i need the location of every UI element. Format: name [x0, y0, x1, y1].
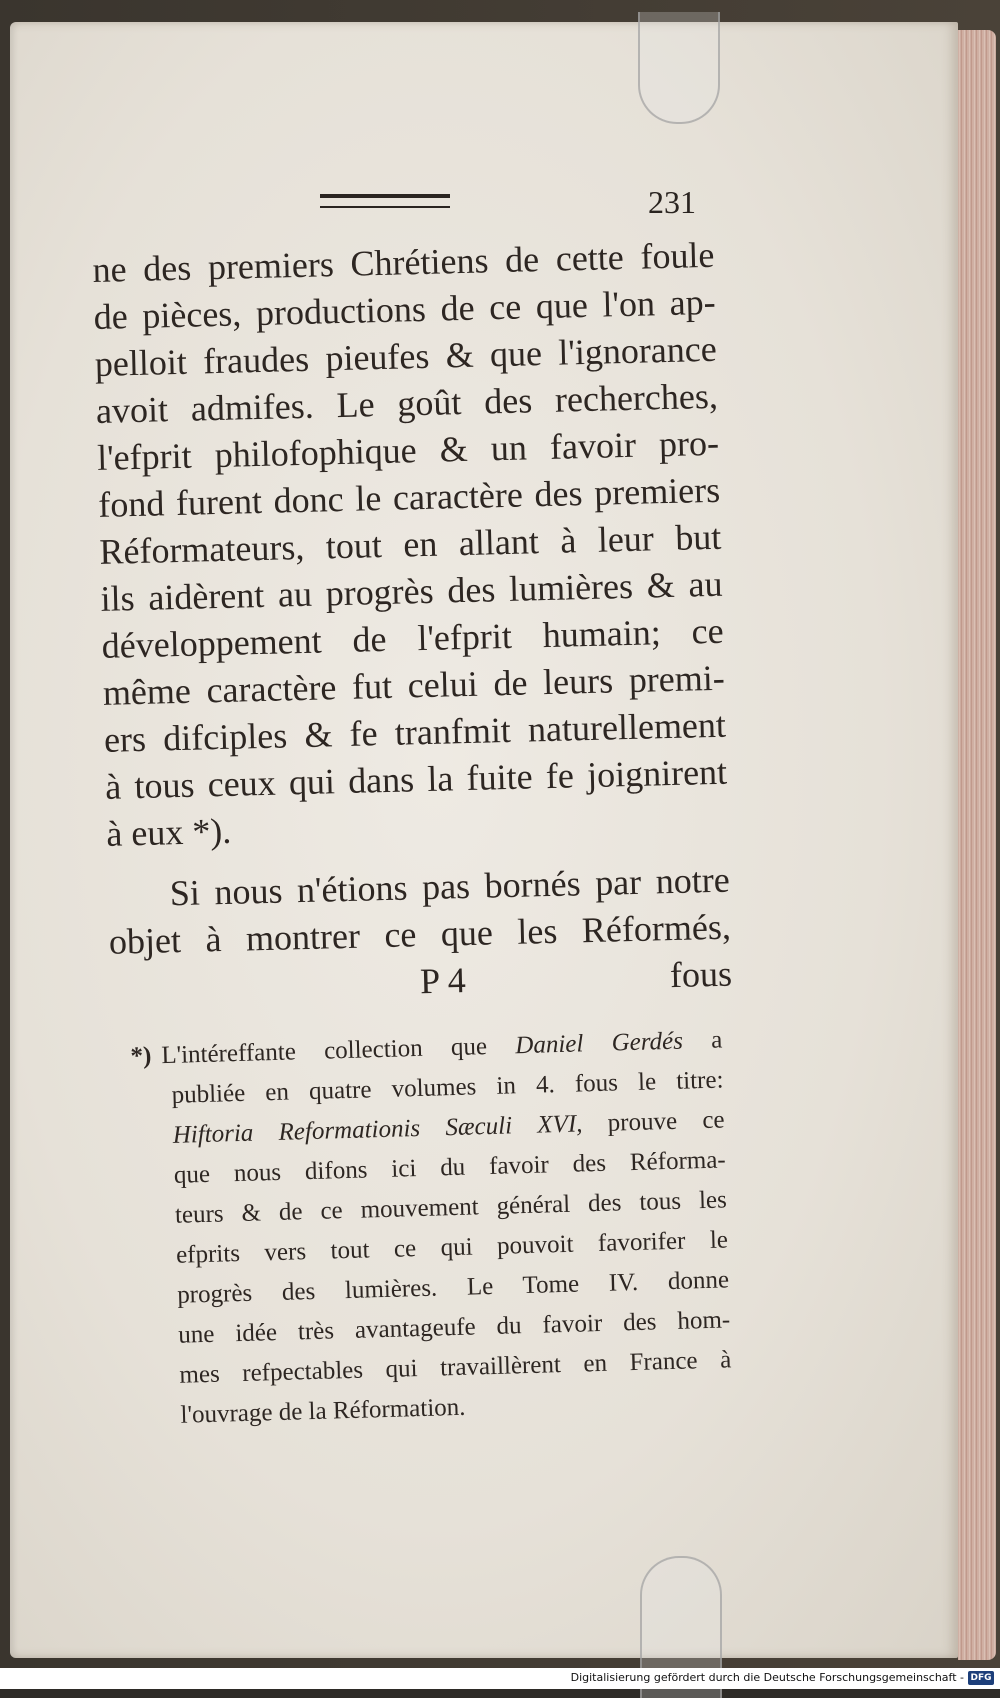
digitization-footer	[0, 1668, 1000, 1689]
signature-mark: P 4	[419, 960, 467, 1002]
book-page	[10, 22, 958, 1658]
dfg-logo: DFG	[968, 1671, 994, 1685]
footnote-marker: *)	[130, 1042, 152, 1070]
page-edge	[958, 30, 996, 1660]
footnote-text: L'intéreffante collection que	[160, 1033, 488, 1070]
paragraph-2	[107, 857, 731, 966]
footnote-line: publiée en quatre volumes in 4. fous le titre:	[171, 1066, 724, 1109]
author-name: Daniel Gerdés	[514, 1027, 684, 1060]
footer-credit: Digitalisierung gefördert durch die Deutsche Forschungsgemeinschaft -	[570, 1671, 964, 1684]
page-clip-top	[638, 12, 720, 124]
text-line: de pièces, productions de ce que l'on ap-	[93, 281, 717, 337]
footnote-line: teurs & de ce mouvement général des tous les	[174, 1186, 728, 1229]
text-line: à eux *).	[105, 810, 232, 854]
text-line: développement de l'efprit humain; ce	[101, 610, 725, 666]
footnote-line: l'ouvrage de la Réformation.	[180, 1393, 466, 1429]
footnote-line: une idée très avantageufe du favoir des hom-	[177, 1306, 731, 1349]
footnote-line: efprits vers tout ce qui pouvoit favorifer le	[175, 1226, 729, 1269]
footnote-line: progrès des lumières. Le Tome IV. donne	[176, 1266, 730, 1309]
text-line: l'efprit philofophique & un favoir pro-	[96, 422, 720, 478]
footnote-line: mes refpectables qui travaillèrent en France à	[179, 1346, 732, 1389]
text-line: ne des premiers Chrétiens de cette foule	[92, 234, 715, 290]
text-line: Réformateurs, tout en allant à leur but	[98, 516, 722, 572]
footnote	[130, 1020, 733, 1436]
header-rule	[320, 194, 450, 208]
text-line: ers difciples & fe tranfmit naturellement	[103, 704, 727, 760]
text-line: fond furent donc le caractère des premiers	[97, 469, 721, 525]
footnote-text: a	[710, 1026, 723, 1054]
text-line: objet à montrer ce que les Réformés,	[108, 906, 732, 962]
text-line: pelloit fraudes pieufes & que l'ignorance	[94, 328, 718, 384]
text-line: à tous ceux qui dans la fuite fe joignirent	[104, 751, 728, 807]
book-title: Hiftoria Reformationis Sæculi XVI,	[172, 1110, 583, 1149]
text-line: ils aidèrent au progrès des lumières & au	[100, 563, 723, 619]
page-number: 231	[648, 184, 696, 220]
footnote-text: prouve ce	[607, 1106, 725, 1137]
paragraph-1	[92, 232, 729, 858]
text-line: même caractère fut celui de leurs premi-	[102, 657, 726, 713]
text-line: avoit admifes. Le goût des recherches,	[95, 375, 719, 431]
footnote-line: que nous difons ici du favoir des Réforma-	[173, 1146, 727, 1189]
text-line: Si nous n'étions pas bornés par notre	[169, 859, 731, 914]
catchword: fous	[669, 953, 733, 996]
main-text	[92, 232, 733, 1013]
